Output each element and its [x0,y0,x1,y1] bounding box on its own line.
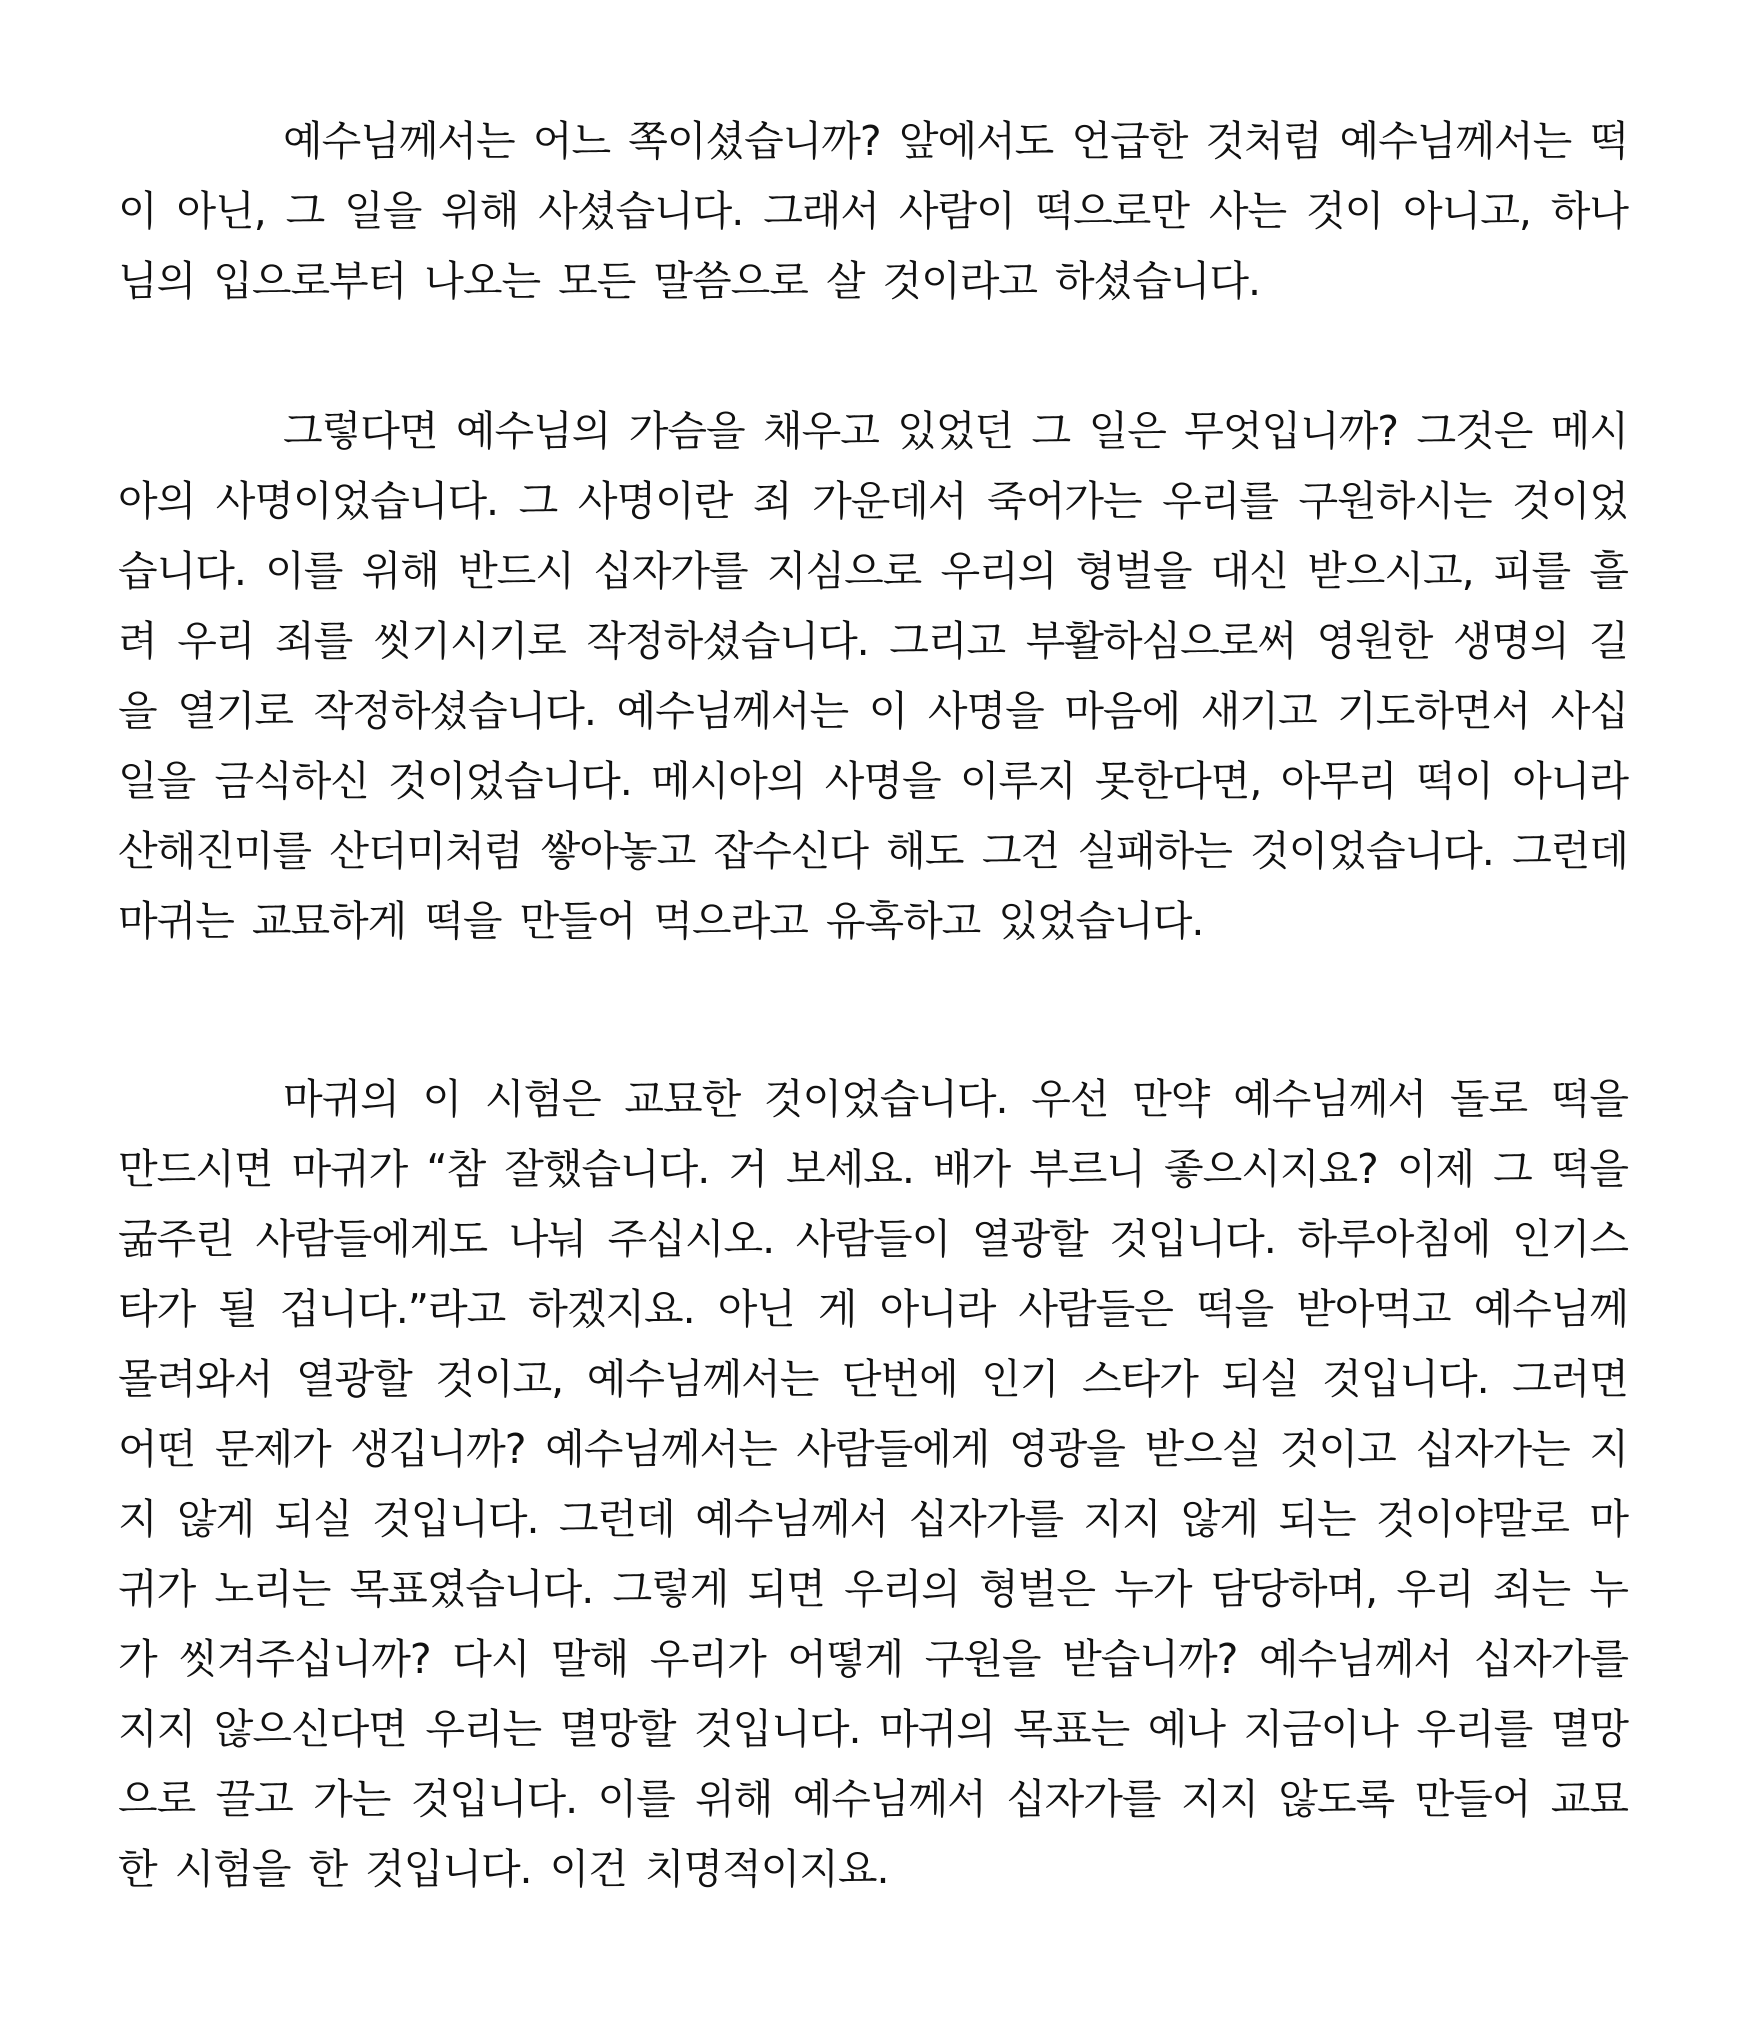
paragraph-3: 마귀의 이 시험은 교묘한 것이었습니다. 우선 만약 예수님께서 돌로 떡을 만드시면 마귀가 “참 잘했습니다. 거 보세요. 배가 부르니 좋으시지요? 이제 그 떡을 굶주린 사람들에게도 나눠 주십시오. 사람들이 열광할 것입니다. 하루아침에 인기스타가 될 겁니다.”라고 하겠지요. 아닌 게 아니라 사람들은 떡을 받아먹고 예수님께 몰려와서 열광할 것이고, 예수님께서는 단번에 인기 스타가 되실 것입니다. 그러면 어떤 문제가 생깁니까? 예수님께서는 사람들에게 영광을 받으실 것이고 십자가는 지지 않게 되실 것입니다. 그런데 예수님께서 십자가를 지지 않게 되는 것이야말로 마귀가 노리는 목표였습니다. 그렇게 되면 우리의 형벌은 누가 담당하며, 우리 죄는 누가 씻겨주십니까? 다시 말해 우리가 어떻게 구원을 받습니까? 예수님께서 십자가를 지지 않으신다면 우리는 멸망할 것입니다. 마귀의 목표는 예나 지금이나 우리를 멸망으로 끌고 가는 것입니다. 이를 위해 예수님께서 십자가를 지지 않도록 만들어 교묘한 시험을 한 것입니다. 이건 치명적이지요. [118,1075,1628,1893]
paragraph-2: 그렇다면 예수님의 가슴을 채우고 있었던 그 일은 무엇입니까? 그것은 메시아의 사명이었습니다. 그 사명이란 죄 가운데서 죽어가는 우리를 구원하시는 것이었습니다. 이를 위해 반드시 십자가를 지심으로 우리의 형벌을 대신 받으시고, 피를 흘려 우리 죄를 씻기시기로 작정하셨습니다. 그리고 부활하심으로써 영원한 생명의 길을 열기로 작정하셨습니다. 예수님께서는 이 사명을 마음에 새기고 기도하면서 사십 일을 금식하신 것이었습니다. 메시아의 사명을 이루지 못한다면, 아무리 떡이 아니라 산해진미를 산더미처럼 쌓아놓고 잡수신다 해도 그건 실패하는 것이었습니다. 그런데 마귀는 교묘하게 떡을 만들어 먹으라고 유혹하고 있었습니다. [118,407,1628,945]
paragraph-1: 예수님께서는 어느 쪽이셨습니까? 앞에서도 언급한 것처럼 예수님께서는 떡이 아닌, 그 일을 위해 사셨습니다. 그래서 사람이 떡으로만 사는 것이 아니고, 하나님의 입으로부터 나오는 모든 말씀으로 살 것이라고 하셨습니다. [118,117,1628,305]
